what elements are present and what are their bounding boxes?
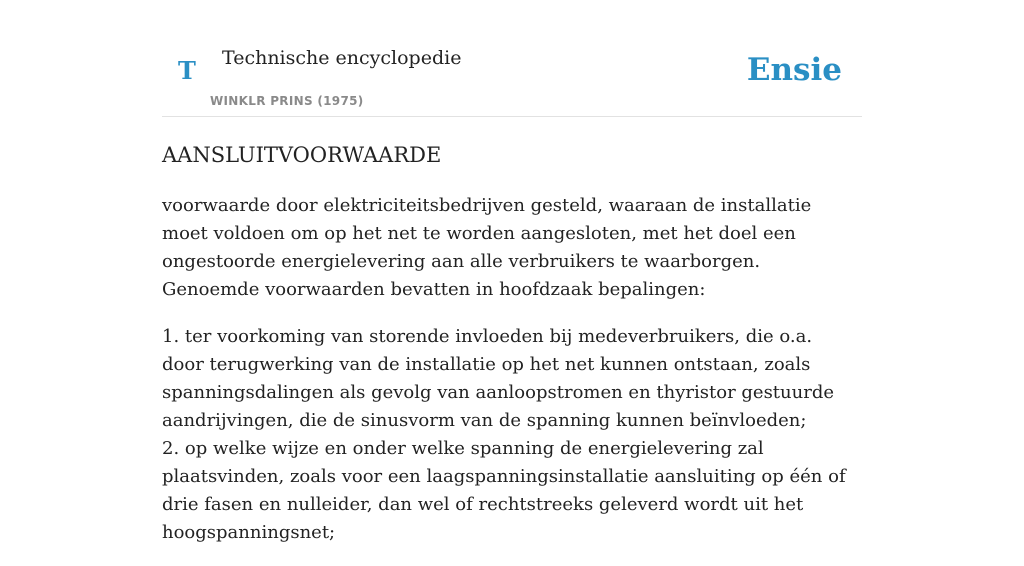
encyclopedia-title-link[interactable]: Technische encyclopedie [222,47,462,69]
encyclopedia-logo[interactable]: T [178,56,196,85]
article-intro-paragraph: voorwaarde door elektriciteitsbedrijven gesteld, waaraan de installatie moet voldoen om op het net te worden aangesloten, met het doel een ongestoorde energielevering aan alle verbruikers te waarborgen. Genoemde voorwaarden bevatten in hoofdzaak bepalingen: [162,195,812,300]
article-point-2: 2. op welke wijze en onder welke spanning de energielevering zal plaatsvinden, zoals voor een laagspanningsinstallatie aansluiting op één of drie fasen en nulleider, dan wel of rechtstreeks geleverd wordt uit het hoogspanningsnet; [162,438,846,543]
header [162,40,862,117]
article-points-paragraph [162,323,852,547]
source-label: WINKLR PRINS (1975) [210,94,364,108]
brand-logo[interactable]: Ensie [746,52,842,88]
article-point-1: 1. ter voorkoming van storende invloeden bij medeverbruikers, die o.a. door terugwerking van de installatie op het net kunnen ontstaan, zoals spanningsdalingen als gevolg van aanloopstromen en thyristor gestuurde aandrijvingen, die de sinusvorm van de spanning kunnen beïnvloeden; [162,326,835,431]
article-body [162,192,852,566]
article-title: AANSLUITVOORWAARDE [162,143,442,167]
